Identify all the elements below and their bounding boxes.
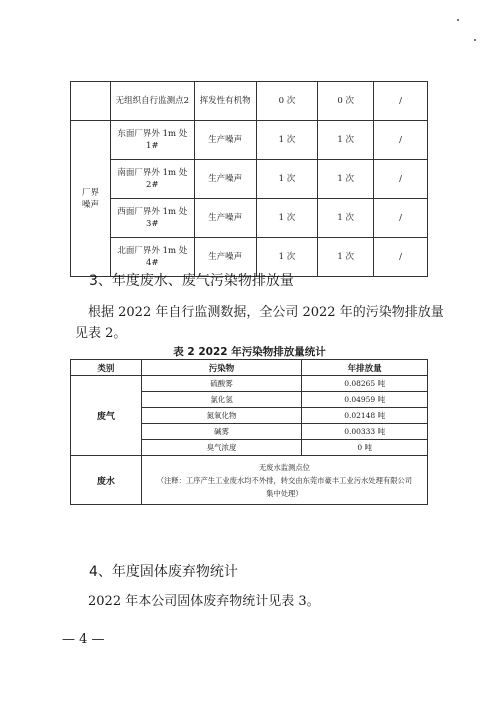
table-caption: 表 2 2022 年污染物排放量统计 [173,346,326,358]
table-cell-pollutant: 硫酸雾 [141,376,301,392]
table-cell-actual: 1 次 [318,160,374,199]
table-cell-emission: 0.04959 吨 [302,392,428,408]
water-note-detail: （注释：工序产生工业废水均不外排，转交由东莞市豪丰工业污水处理有限公司集中处理） [156,475,413,498]
table-cell-water-note [141,456,427,505]
monitoring-frequency-table [70,81,428,277]
section-heading: 4、年度固体废弃物统计 [89,564,238,580]
table-cell-item: 生产噪声 [194,160,256,199]
table-cell-plan: 1 次 [256,238,318,277]
table-row [71,199,428,238]
paragraph-line: 2022 年本公司固体废弃物统计见表 3。 [88,594,320,609]
table-cell-actual: 1 次 [318,199,374,238]
table-cell-actual: 1 次 [318,238,374,277]
emission-table [70,359,428,505]
table-cell-emission: 0.02148 吨 [302,408,428,424]
table-cell-category [71,82,111,121]
table-cell-item: 生产噪声 [194,199,256,238]
table-cell-item: 挥发性有机物 [194,82,256,121]
table-row [71,456,428,505]
table-header-row [71,360,428,376]
table-cell-plan: 1 次 [256,199,318,238]
table-row [71,160,428,199]
table-cell-remark: / [374,121,428,160]
table-cell-emission: 0 吨 [302,440,428,456]
paragraph-line: 根据 2022 年自行监测数据，全公司 2022 年的污染物排放量 [88,305,444,320]
column-header-emission: 年排放量 [302,360,428,376]
scan-mark [457,19,459,21]
table-cell-pollutant: 氮氧化物 [141,408,301,424]
table-cell-pollutant: 碱雾 [141,424,301,440]
page-number: — 4 — [62,632,105,647]
table-cell-plan: 1 次 [256,121,318,160]
table-cell-item: 生产噪声 [194,121,256,160]
table-cell-emission: 0.00333 吨 [302,424,428,440]
paragraph-line: 见表 2。 [75,326,127,341]
section-heading: 3、年度废水、废气污染物排放量 [89,273,294,289]
table-row [71,121,428,160]
table-cell-remark: / [374,199,428,238]
table-cell-remark: / [374,238,428,277]
table-cell-remark: / [374,82,428,121]
table-cell-point: 北面厂界外 1m 处4# [110,238,194,277]
table-cell-actual: 0 次 [318,82,374,121]
scan-mark [474,39,476,41]
table-cell-item: 生产噪声 [194,238,256,277]
table-cell-plan: 1 次 [256,160,318,199]
table-cell-remark: / [374,160,428,199]
table-cell-point: 无组织自行监测点2 [110,82,194,121]
table-cell-emission: 0.08265 吨 [302,376,428,392]
table-cell-category: 废水 [71,456,142,505]
table-cell-point: 南面厂界外 1m 处2# [110,160,194,199]
column-header-pollutant: 污染物 [141,360,301,376]
table-cell-point: 西面厂界外 1m 处3# [110,199,194,238]
table-cell-category: 厂界噪声 [71,121,111,277]
water-note-line: 无废水监测点位 [258,462,310,472]
table-cell-category: 废气 [71,376,142,456]
table-row [71,376,428,392]
table-cell-pollutant: 氯化氢 [141,392,301,408]
table-cell-pollutant: 臭气浓度 [141,440,301,456]
column-header-category: 类别 [71,360,142,376]
table-cell-plan: 0 次 [256,82,318,121]
table-cell-actual: 1 次 [318,121,374,160]
table-row [71,82,428,121]
table-cell-point: 东面厂界外 1m 处1# [110,121,194,160]
